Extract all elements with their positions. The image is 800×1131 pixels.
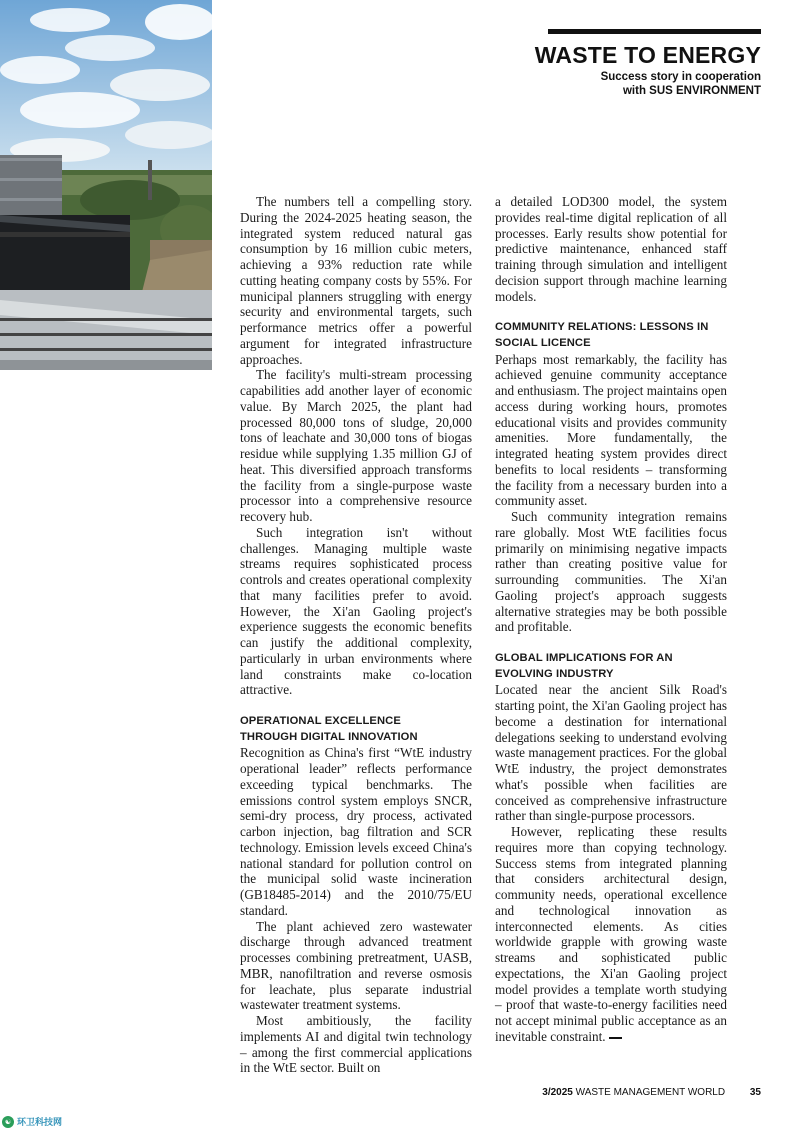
heading-line: SOCIAL LICENCE (495, 336, 591, 349)
section-heading (495, 651, 727, 683)
heading-line: COMMUNITY RELATIONS: LESSONS IN (495, 321, 709, 333)
paragraph (495, 824, 727, 1045)
heading-line: GLOBAL IMPLICATIONS FOR AN (495, 651, 673, 664)
heading-line: THROUGH DIGITAL INNOVATION (240, 730, 418, 743)
subtitle-line: Success story in cooperation (600, 71, 761, 83)
paragraph: Perhaps most remarkably, the facility has achieved genuine community acceptance and enthusiasm. The project maintains open access during working hours, promotes educational visits and provides community amenities. More fundamentally, the integrated heating system provides direct benefits to local residents – transforming the facility from a necessary burden into a community asset. (495, 351, 727, 509)
left-column (240, 194, 472, 1076)
facility-photo (0, 0, 212, 370)
end-mark-icon (609, 1037, 622, 1039)
paragraph: Such community integration remains rare globally. Most WtE facilities focus primarily on minimising negative impacts rather than creating positive value for surrounding communities. The Xi'an Gaoling project's approach suggests alternative strategies may be both possible and profitable. (495, 509, 727, 635)
heading-line: EVOLVING INDUSTRY (495, 667, 614, 680)
page-footer (542, 1087, 761, 1098)
paragraph: The facility's multi-stream processing capabilities add another layer of economic value. By March 2025, the plant had processed 80,000 tons of sludge, 20,000 tons of leachate and 30,000 tons of biogas residue while supplying 1.35 million GJ of heat. This diversified approach transforms the facility from a single-purpose waste processor into a comprehensive resource recovery hub. (240, 367, 472, 524)
paragraph: The plant achieved zero wastewater discharge through advanced treatment processes combining pretreatment, UASB, MBR, nanofiltration and reverse osmosis for leachate, plus separate industrial wastewater treatment systems. (240, 918, 472, 1013)
paragraph: Most ambitiously, the facility implements AI and digital twin technology – among the first commercial applications in the WtE sector. Built on (240, 1013, 472, 1076)
paragraph: Located near the ancient Silk Road's starting point, the Xi'an Gaoling project has become a destination for international delegations seeking to understand evolving waste management practices. For the global WtE industry, the project demonstrates what's possible when facilities are conceived as comprehensive infrastructure rather than single-purpose processors. (495, 682, 727, 824)
right-column (495, 194, 727, 1045)
paragraph-text: However, replicating these results requires more than copying technology. Success stems from integrated planning that considers architectural design, community needs, operational excellence and technological innovation as interconnected elements. As cities worldwide grapple with growing waste streams and sophisticated public expectations, the Xi'an Gaoling project model provides a template worth studying – proof that waste-to-energy facilities need not accept minimal public acceptance as an inevitable constraint. (495, 824, 727, 1044)
magazine-name: WASTE MANAGEMENT WORLD (575, 1087, 726, 1098)
watermark (2, 1115, 62, 1128)
page-number: 35 (749, 1087, 761, 1098)
section-heading (240, 714, 472, 746)
watermark-text: 环卫科技网 (17, 1118, 63, 1128)
header-rule (548, 29, 761, 34)
issue-number: 3/2025 (542, 1087, 573, 1098)
paragraph: Such integration isn't without challenges. Managing multiple waste streams requires sophisticated process controls and creates operational complexity that many facilities prefer to avoid. However, the Xi'an Gaoling project's experience suggests the economic benefits can justify the additional complexity, particularly in urban environments where land constraints make co-location attractive. (240, 524, 472, 698)
section-heading (495, 320, 727, 352)
heading-line: OPERATIONAL EXCELLENCE (240, 714, 401, 727)
section-title: WASTE TO ENERGY (534, 42, 761, 68)
paragraph: a detailed LOD300 model, the system provides real-time digital replication of all processes. Early results show potential for predictive maintenance, enhanced staff training through simulation and intelligent decision support through machine learning models. (495, 194, 727, 304)
paragraph: The numbers tell a compelling story. During the 2024-2025 heating season, the integrated system reduced natural gas consumption by 16 million cubic meters, achieving a 93% reduction rate while cutting heating company costs by 55%. For municipal planners struggling with energy security and environmental targets, such performance metrics offer a powerful argument for integrated infrastructure approaches. (240, 194, 472, 367)
leaf-logo-icon: ☯ (2, 1116, 14, 1128)
subtitle-line: with SUS ENVIRONMENT (622, 84, 761, 97)
section-subtitle (601, 71, 761, 98)
paragraph: Recognition as China's first “WtE industry operational leader” reflects performance exceeding typical benchmarks. The emissions control system employs SNCR, semi-dry process, dry process, activated carbon injection, bag filtration and SCR technology. Emission levels exceed China's national standard for pollution control on the municipal solid waste incineration (GB18485-2014) and the 2010/75/EU standard. (240, 745, 472, 918)
